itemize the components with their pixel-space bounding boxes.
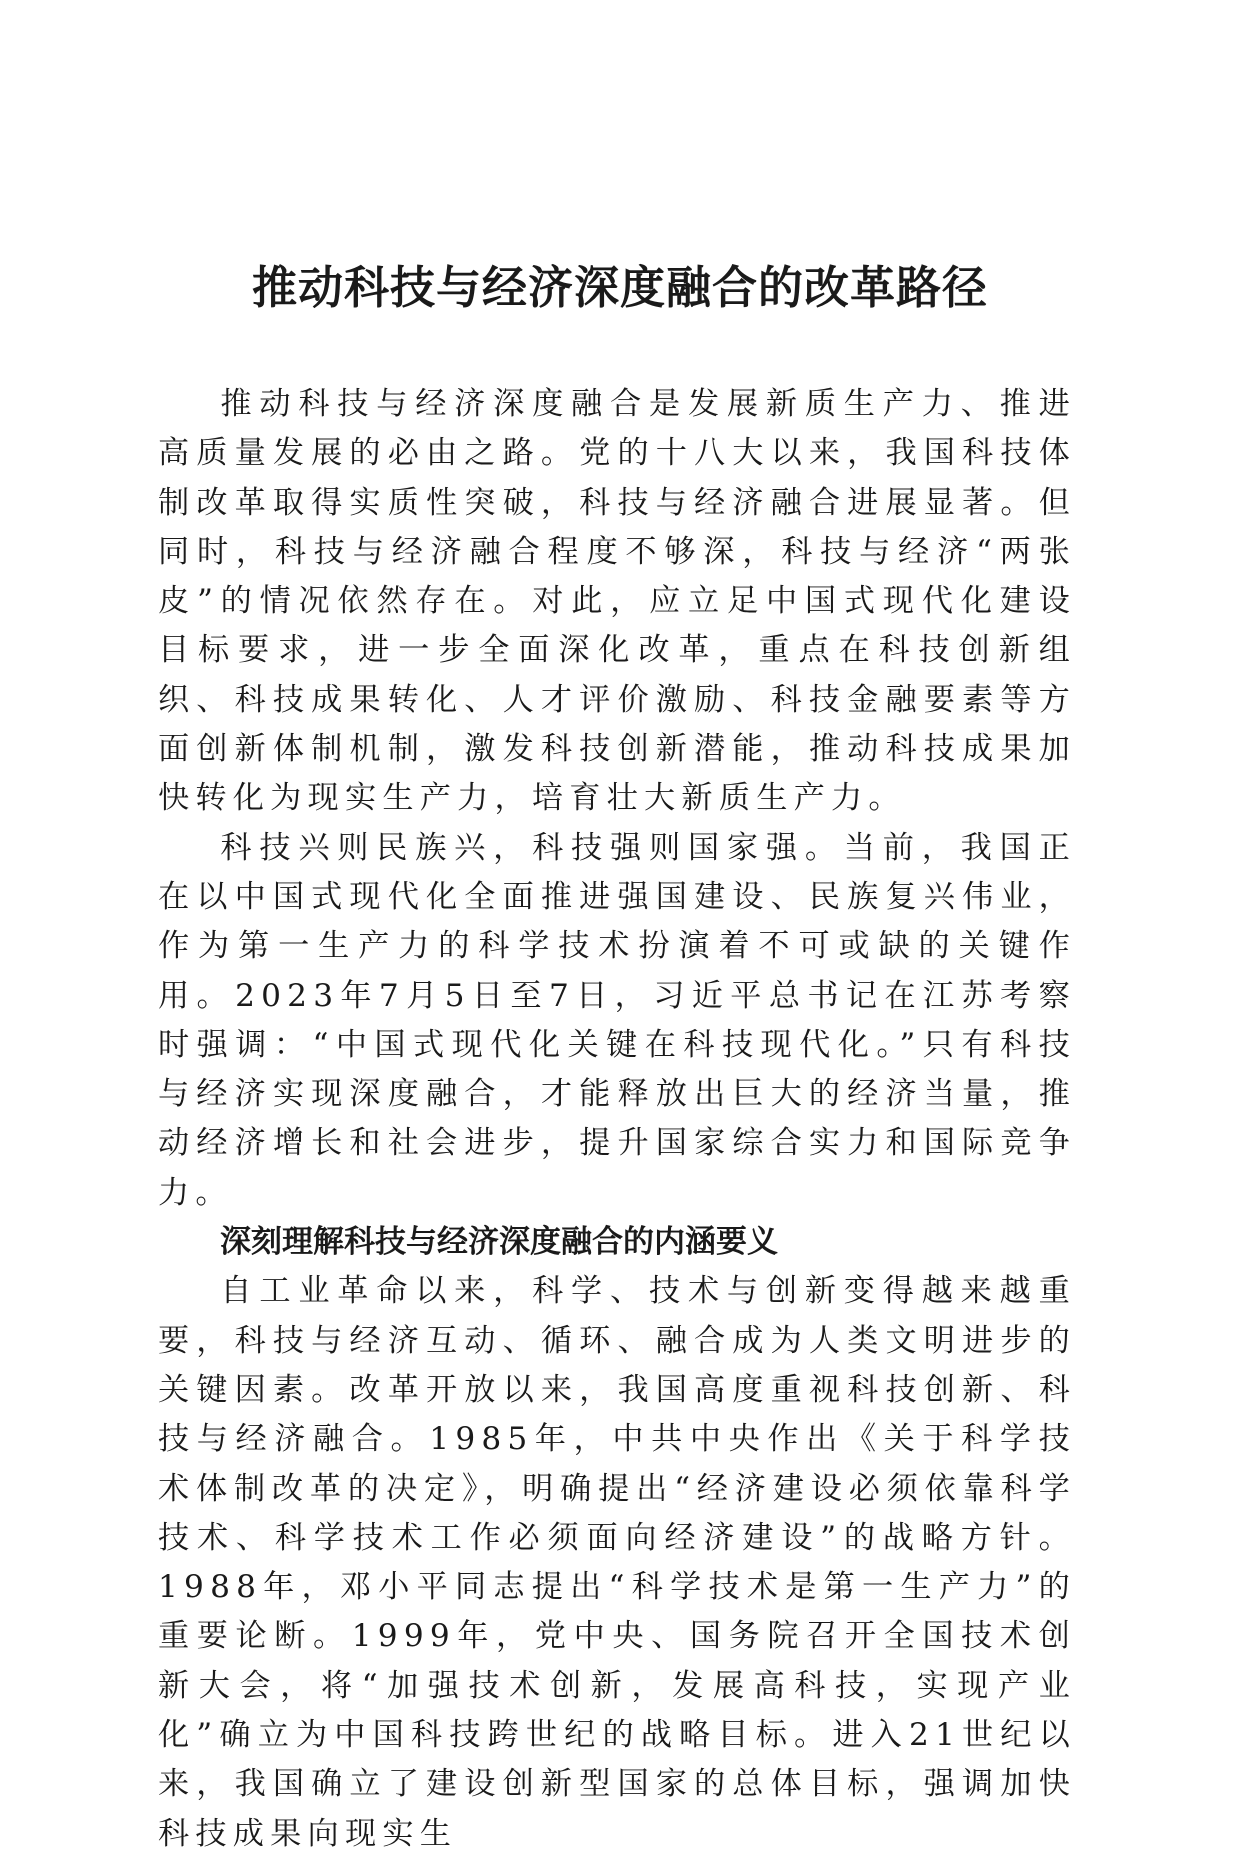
paragraph: 自工业革命以来，科学、技术与创新变得越来越重要，科技与经济互动、循环、融合成为人类文明进步的关键因素。改革开放以来，我国高度重视科技创新、科技与经济融合。1985年，中共中央作出《关于科学技术体制改革的决定》，明确提出“经济建设必须依靠科学技术、科学技术工作必须面向经济建设”的战略方针。1988年，邓小平同志提出“科学技术是第一生产力”的重要论断。1999年，党中央、国务院召开全国技术创新大会，将“加强技术创新，发展高科技，实现产业化”确立为中国科技跨世纪的战略目标。进入21世纪以来，我国确立了建设创新型国家的总体目标，强调加快科技成果向现实生 (158, 1273, 1076, 1852)
paragraph: 科技兴则民族兴，科技强则国家强。当前，我国正在以中国式现代化全面推进强国建设、民族复兴伟业，作为第一生产力的科学技术扮演着不可或缺的关键作用。2023年7月5日至7日，习近平总书记在江苏考察时强调：“中国式现代化关键在科技现代化。”只有科技与经济实现深度融合，才能释放出巨大的经济当量，推动经济增长和社会进步，提升国家综合实力和国际竞争力。 (158, 829, 1076, 1211)
paragraph: 推动科技与经济深度融合是发展新质生产力、推进高质量发展的必由之路。党的十八大以来，我国科技体制改革取得实质性突破，科技与经济融合进展显著。但同时，科技与经济融合程度不够深，科技与经济“两张皮”的情况依然存在。对此，应立足中国式现代化建设目标要求，进一步全面深化改革，重点在科技创新组织、科技成果转化、人才评价激励、科技金融要素等方面创新体制机制，激发科技创新潜能，推动科技成果加快转化为现实生产力，培育壮大新质生产力。 (158, 386, 1076, 817)
document-title: 推动科技与经济深度融合的改革路径 (251, 261, 988, 314)
document-body (158, 380, 1076, 1859)
section-heading: 深刻理解科技与经济深度融合的内涵要义 (220, 1224, 778, 1261)
